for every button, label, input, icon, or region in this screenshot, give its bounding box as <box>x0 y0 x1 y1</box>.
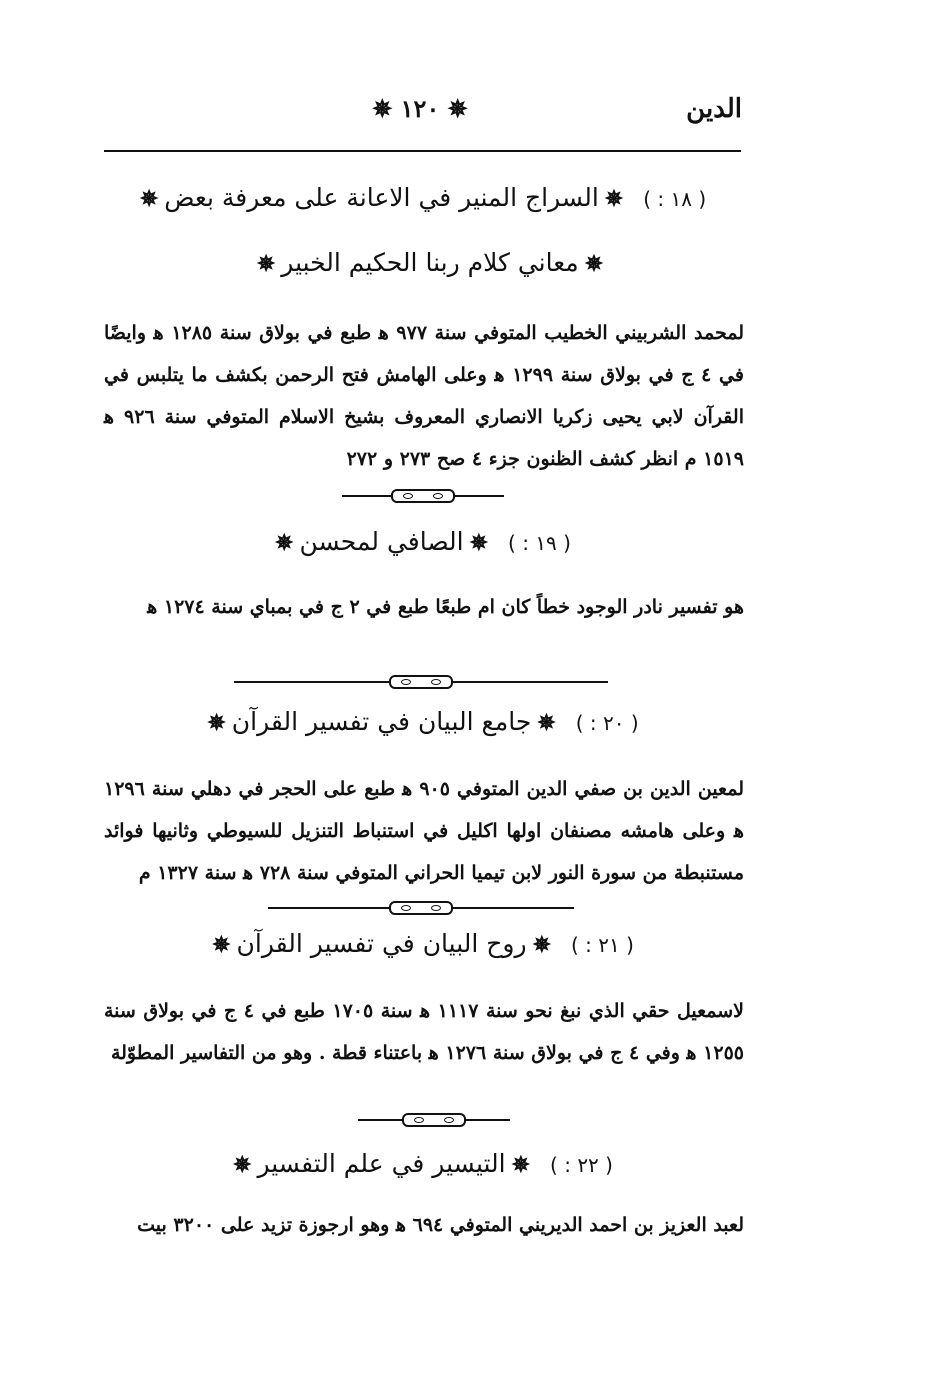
entry-18-heading <box>100 178 740 219</box>
star-ornament-icon: ✵ <box>469 530 489 556</box>
entry-number: ( ١٩ : ) <box>508 531 571 555</box>
entry-19-heading <box>100 522 740 563</box>
running-head-title: الدين <box>686 94 742 124</box>
entry-20-heading <box>100 702 740 743</box>
star-ornament-icon: ✵ <box>233 1152 252 1178</box>
star-ornament-icon: ✵ <box>212 932 231 958</box>
entry-21-heading <box>100 924 740 965</box>
section-divider-ornament <box>234 676 608 688</box>
star-ornament-icon: ✵ <box>511 1152 531 1178</box>
entry-number: ( ١٨ : ) <box>643 187 707 211</box>
running-head <box>100 88 742 138</box>
entry-18-body: لمحمد الشربيني الخطيب المتوفي سنة ٩٧٧ ﻫ طبع في بولاق سنة ١٢٨٥ ﻫ وايضًا في ٤ ج في بولاق سنة ١٢٩٩ ﻫ وعلى الهامش فتح الرحمن بكشف ما يتلبس في القرآن لابي يحيى زكريا الانصاري المعروف بشيخ الاسلام المتوفي سنة ٩٢٦ ﻫ ١٥١٩ م انظر كشف الظنون جزء ٤ صح ٢٧٣ و ٢٧٢ <box>104 322 744 470</box>
entry-title: الصافي لمحسن <box>299 527 464 556</box>
header-rule <box>104 150 741 152</box>
entry-title-continued: معاني كلام ربنا الحكيم الخبير <box>281 248 579 277</box>
entry-title: روح البيان في تفسير القرآن <box>236 929 527 958</box>
entry-title: التيسير في علم التفسير <box>257 1149 506 1178</box>
entry-21-body: لاسمعيل حقي الذي نبغ نحو سنة ١١١٧ ﻫ سنة ١٧٠٥ طبع في ٤ ج في بولاق سنة ١٢٥٥ ﻫ وفي ٤ ج في بولاق سنة ١٢٧٦ ﻫ باعتناء قطة . وهو من التفاسير المطوّلة <box>104 1000 744 1064</box>
star-ornament-icon: ✵ <box>537 710 556 736</box>
section-divider-ornament <box>342 490 504 502</box>
entry-18-heading-continued <box>150 243 710 284</box>
entry-22-body: لعبد العزيز بن احمد الديريني المتوفي ٦٩٤ ﻫ وهو ارجوزة تزيد على ٣٢٠٠ بيت <box>137 1214 744 1236</box>
star-ornament-icon: ✵ <box>256 251 276 277</box>
page-number: ✵ ١٢٠ ✵ <box>372 94 468 123</box>
entry-number: ( ٢١ : ) <box>571 933 634 957</box>
section-divider-ornament <box>268 902 574 914</box>
entry-number: ( ٢٠ : ) <box>575 711 639 735</box>
entry-19-body: هو تفسير نادر الوجود خطاً كان ام طبعًا طبع في ٢ ج في بمباي سنة ١٢٧٤ ﻫ <box>147 596 744 618</box>
star-ornament-icon: ✵ <box>275 530 294 556</box>
star-ornament-icon: ✵ <box>139 186 159 212</box>
entry-title: جامع البيان في تفسير القرآن <box>231 707 532 736</box>
star-ornament-icon: ✵ <box>207 710 226 736</box>
star-ornament-icon: ✵ <box>604 186 624 212</box>
entry-20-body: لمعين الدين بن صفي الدين المتوفي ٩٠٥ ﻫ طبع على الحجر في دهلي سنة ١٢٩٦ ﻫ وعلى هامشه مصنفان اولها اكليل في استنباط التنزيل للسيوطي وثانيها فوائد مستنبطة من سورة النور لابن تيميا الحراني المتوفي سنة ٧٢٨ ﻫ سنة ١٣٢٧ م <box>104 778 744 884</box>
star-ornament-icon: ✵ <box>584 251 604 277</box>
entry-title: السراج المنير في الاعانة على معرفة بعض <box>164 183 599 212</box>
star-ornament-icon: ✵ <box>532 932 551 958</box>
section-divider-ornament <box>358 1114 510 1126</box>
entry-22-heading <box>100 1144 740 1185</box>
entry-number: ( ٢٢ : ) <box>550 1153 613 1177</box>
